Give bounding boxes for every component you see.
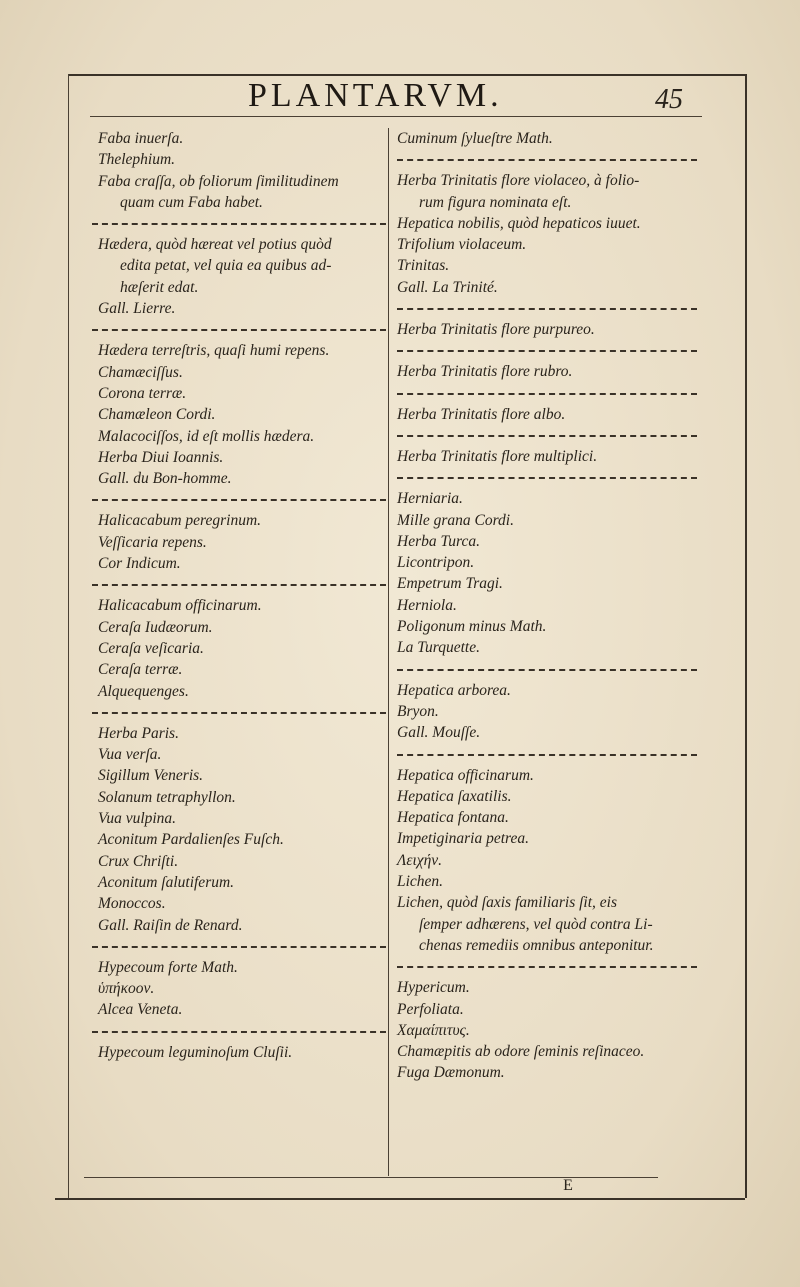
plant-entry — [98, 510, 386, 574]
plant-entry — [397, 361, 685, 382]
signature-mark: E — [563, 1177, 573, 1194]
frame-left-rule — [68, 74, 69, 1198]
entry-line: Herniaria. — [397, 490, 463, 508]
entry-line: Λειχήν. — [397, 851, 443, 869]
plant-entry — [397, 404, 685, 425]
entry-line: Cuminum ſylueſtre Math. — [397, 130, 553, 147]
entry-line: Bryon. — [397, 702, 439, 720]
entry-separator — [98, 489, 386, 510]
entry-line: Aconitum ſalutiferum. — [98, 873, 235, 891]
entry-line: Solanum tetraphyllon. — [98, 788, 236, 806]
entry-line: Gall. du Bon-homme. — [98, 470, 232, 488]
entry-line: Hepatica ſaxatilis. — [397, 787, 512, 805]
entry-separator — [397, 425, 685, 446]
entry-line: Crux Chriſti. — [98, 852, 179, 870]
entry-line: Gall. Lierre. — [98, 300, 176, 318]
entry-line: Poligonum minus Math. — [397, 618, 547, 636]
entry-line: Malacociſſos, id eſt mollis hædera. — [98, 427, 315, 445]
entry-line: ὑπήκοον. — [98, 980, 155, 998]
plant-entry — [98, 957, 386, 1021]
entry-line: Veſſicaria repens. — [98, 533, 207, 551]
page-number: 45 — [655, 84, 683, 115]
plant-entry — [98, 234, 386, 319]
entry-line: rum figura nominata eſt. — [419, 193, 572, 211]
entry-line: Χαμαίπιτυς. — [397, 1021, 470, 1039]
entry-line: La Turquette. — [397, 639, 480, 657]
entry-line: Impetiginaria petrea. — [397, 830, 530, 848]
entry-line: Herniola. — [397, 596, 457, 614]
entry-line: Gall. La Trinité. — [397, 278, 498, 296]
entry-line: quam cum Faba habet. — [120, 193, 263, 211]
running-head: PLANTARVM. — [248, 77, 503, 114]
entry-line: Gall. Mouſſe. — [397, 724, 481, 742]
plant-entry — [98, 340, 386, 489]
entry-separator — [98, 1021, 386, 1042]
plant-entry — [98, 1042, 386, 1063]
entry-line: Thelephium. — [98, 151, 176, 169]
entry-line: Chamæpitis ab odore ſeminis reſinaceo. — [397, 1043, 645, 1061]
entry-separator — [397, 149, 685, 170]
entry-line: Herba Turca. — [397, 532, 480, 550]
entry-line: Trifolium violaceum. — [397, 236, 527, 254]
entry-line: Gall. Raiſin de Renard. — [98, 916, 243, 934]
entry-separator — [397, 956, 685, 977]
entry-line: Hypericum. — [397, 979, 470, 997]
entry-line: Halicacabum peregrinum. — [98, 512, 262, 530]
entry-line: Sigillum Veneris. — [98, 767, 204, 785]
entry-separator — [397, 383, 685, 404]
column-divider — [388, 128, 389, 1176]
entry-separator — [98, 319, 386, 340]
entry-separator — [397, 744, 685, 765]
entry-line: Licontripon. — [397, 554, 475, 572]
entry-line: Hepatica officinarum. — [397, 766, 534, 784]
entry-separator — [98, 574, 386, 595]
entry-line: Herba Trinitatis flore rubro. — [397, 363, 573, 381]
entry-line: Hypecoum forte Math. — [98, 958, 238, 976]
entry-line: Hædera terreſtris, quaſi humi repens. — [98, 342, 330, 360]
entry-line: Herba Trinitatis flore purpureo. — [397, 321, 595, 339]
entry-line: Empetrum Tragi. — [397, 575, 503, 593]
entry-line: Lichen, quòd ſaxis familiaris ſit, eis — [397, 894, 618, 912]
entry-line: Hepatica nobilis, quòd hepaticos iuuet. — [397, 214, 641, 232]
entry-line: Chamæleon Cordi. — [98, 406, 216, 424]
plant-entry — [397, 170, 685, 298]
entry-line: Lichen. — [397, 873, 444, 891]
entry-line: Hypecoum leguminoſum Cluſii. — [98, 1043, 293, 1061]
entry-separator — [98, 702, 386, 723]
entry-line: Vua vulpina. — [98, 810, 177, 828]
frame-right-rule — [745, 74, 747, 1198]
plant-entry — [397, 446, 685, 467]
entry-line: Corona terræ. — [98, 384, 187, 402]
entry-line: Alquequenges. — [98, 682, 189, 700]
entry-line: Herba Trinitatis flore multiplici. — [397, 447, 598, 465]
plant-entry — [397, 488, 685, 658]
entry-line: Mille grana Cordi. — [397, 511, 514, 529]
entry-line: Chamæciſſus. — [98, 363, 183, 381]
entry-line: Aconitum Pardalienſes Fuſch. — [98, 831, 284, 849]
entry-line: Trinitas. — [397, 257, 450, 275]
plant-entry — [397, 977, 685, 1083]
plant-entry — [98, 128, 386, 213]
plant-entry — [397, 680, 685, 744]
entry-line: Cor Indicum. — [98, 555, 181, 573]
entry-line: Hepatica fontana. — [397, 809, 509, 827]
entry-separator — [98, 213, 386, 234]
entry-line: Ceraſa veſicaria. — [98, 639, 204, 657]
entry-line: Fuga Dæmonum. — [397, 1064, 505, 1082]
entry-separator — [397, 659, 685, 680]
frame-bottom-rule — [55, 1198, 745, 1200]
entry-line: Alcea Veneta. — [98, 1001, 183, 1019]
entry-line: Monoccos. — [98, 895, 166, 913]
entry-line: Herba Paris. — [98, 724, 179, 742]
entry-line: Hædera, quòd hæreat vel potius quòd — [98, 236, 332, 254]
right-column — [397, 128, 685, 1084]
entry-line: Hepatica arborea. — [397, 681, 511, 699]
plant-entry — [98, 723, 386, 936]
entry-separator — [98, 936, 386, 957]
entry-line: edita petat, vel quia ea quibus ad- — [120, 257, 332, 275]
entry-line: Herba Trinitatis flore albo. — [397, 405, 566, 423]
plant-entry — [397, 765, 685, 957]
plant-entry — [397, 319, 685, 340]
entry-line: Perfoliata. — [397, 1000, 464, 1018]
entry-line: Faba craſſa, ob foliorum ſimilitudinem — [98, 172, 339, 190]
entry-line: Ceraſa Iudæorum. — [98, 618, 213, 636]
entry-line: Herba Trinitatis flore violaceo, à folio- — [397, 172, 640, 190]
entry-line: ſemper adhærens, vel quòd contra Li- — [419, 915, 653, 933]
entry-separator — [397, 467, 685, 488]
entry-separator — [397, 298, 685, 319]
entry-line: Ceraſa terræ. — [98, 661, 183, 679]
entry-separator — [397, 340, 685, 361]
plant-entry — [98, 595, 386, 701]
entry-line: Herba Diui Ioannis. — [98, 448, 224, 466]
entry-line: hæſerit edat. — [120, 278, 199, 296]
entry-line: Halicacabum officinarum. — [98, 597, 262, 615]
entry-line: chenas remediis omnibus anteponitur. — [419, 936, 654, 954]
entry-line: Faba inuerſa. — [98, 130, 184, 147]
left-column — [98, 128, 386, 1063]
plant-entry — [397, 128, 685, 149]
entry-line: Vua verſa. — [98, 746, 162, 764]
